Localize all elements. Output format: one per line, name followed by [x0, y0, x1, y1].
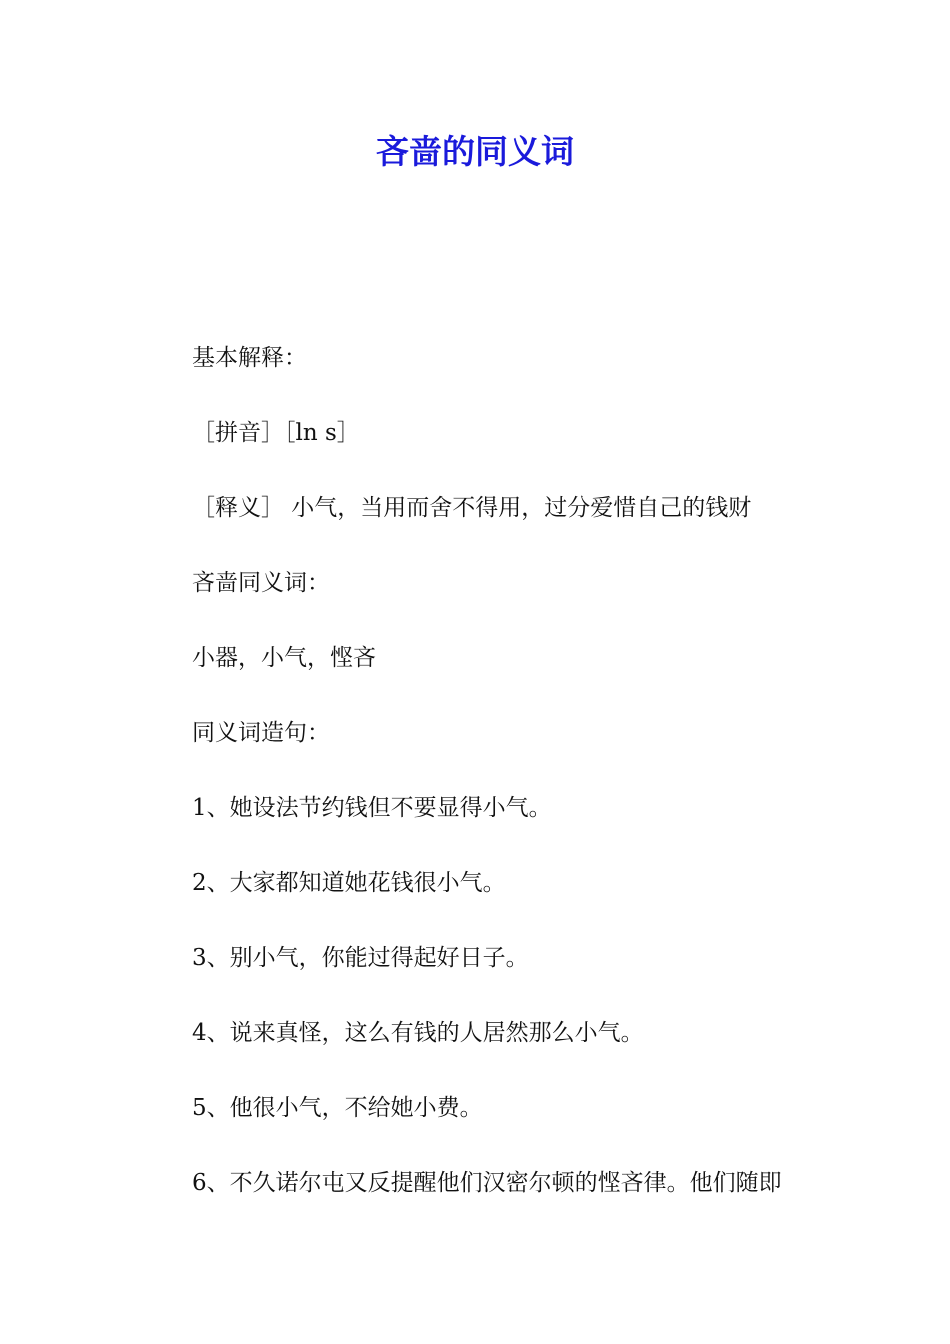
example-sentence: 4、说来真怪，这么有钱的人居然那么小气。	[192, 1020, 644, 1046]
synonym-list: 小器，小气，悭吝	[192, 645, 376, 671]
section-heading-basic-explanation: 基本解释：	[192, 345, 307, 371]
example-sentence: 6、不久诺尔屯又反提醒他们汉密尔顿的悭吝律。他们随即	[192, 1170, 782, 1196]
example-sentence: 3、别小气，你能过得起好日子。	[192, 945, 529, 971]
page-title: 吝啬的同义词	[376, 132, 574, 171]
document-body	[192, 338, 892, 1238]
pinyin-line: ［拼音］［ln s］	[192, 420, 360, 446]
section-heading-example-sentences: 同义词造句：	[192, 720, 330, 746]
section-heading-synonyms: 吝啬同义词：	[192, 570, 330, 596]
example-sentence: 5、他很小气，不给她小费。	[192, 1095, 483, 1121]
definition-line: ［释义］ 小气，当用而舍不得用，过分爱惜自己的钱财	[192, 495, 752, 521]
example-sentence: 2、大家都知道她花钱很小气。	[192, 870, 506, 896]
example-sentence: 1、她设法节约钱但不要显得小气。	[192, 795, 552, 821]
